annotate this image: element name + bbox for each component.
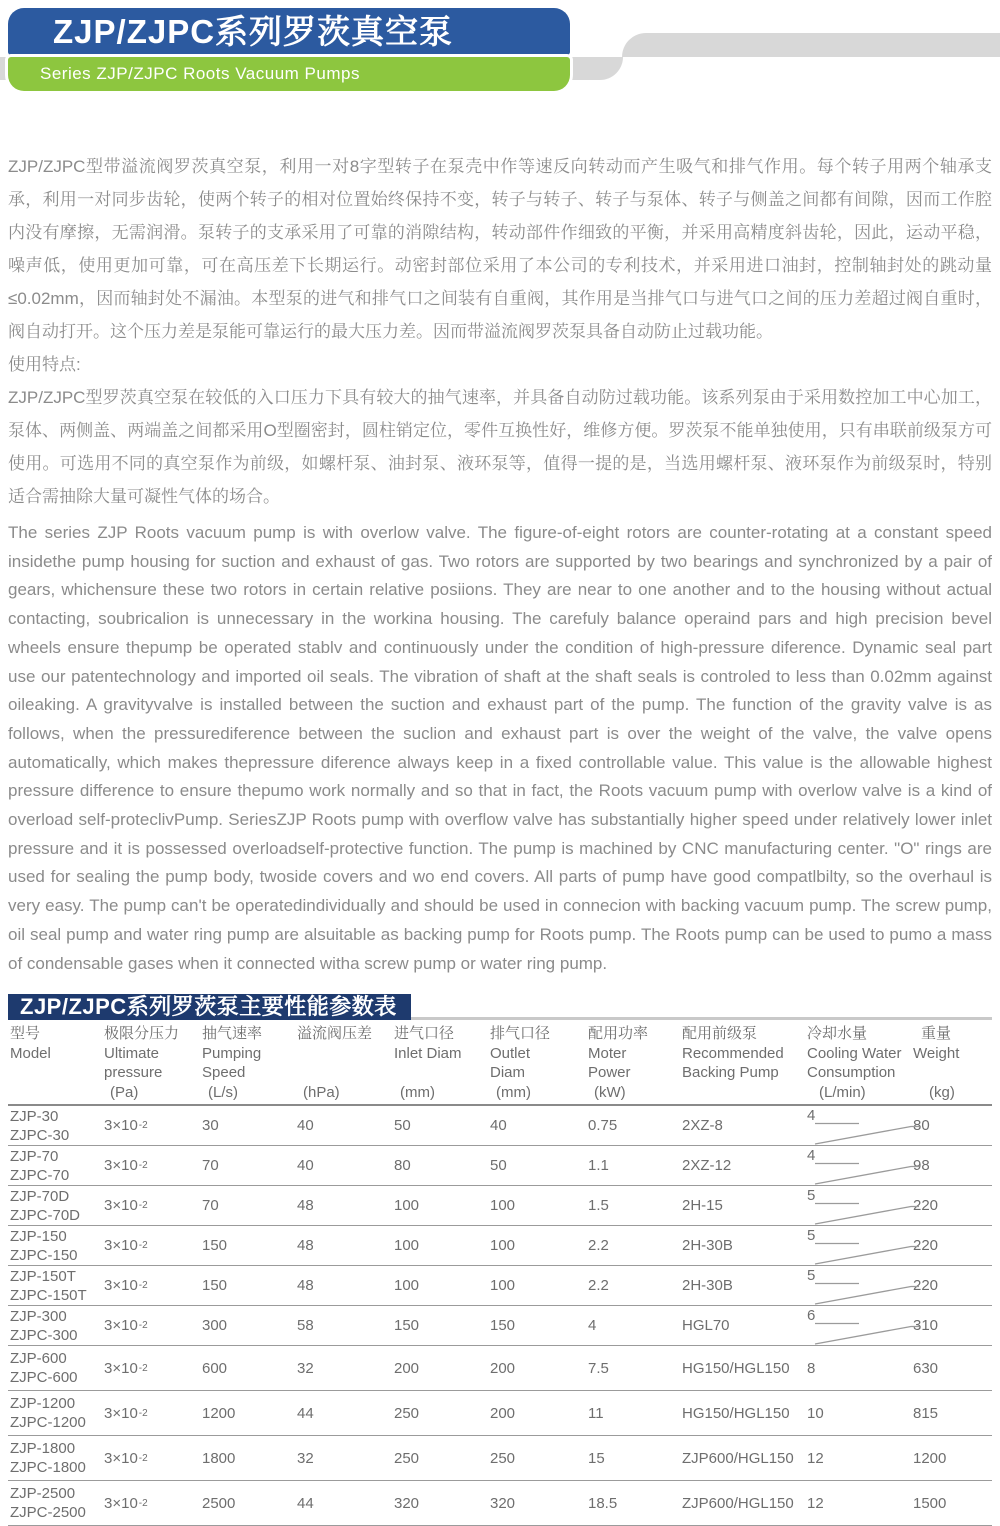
weight-cell <box>913 1106 992 1145</box>
pressure-exponent: -2 <box>138 1452 148 1464</box>
weight-value: 98 <box>913 1157 930 1175</box>
cooling-water-cell <box>807 1436 913 1480</box>
model-cell <box>10 1391 104 1435</box>
content <box>0 150 1000 1526</box>
pressure-value: 3×10 <box>104 1404 138 1422</box>
weight-cell <box>913 1266 992 1305</box>
backing-pump-cell: 2H-30B <box>682 1277 733 1295</box>
column-header-4 <box>297 1024 394 1102</box>
ultimate-pressure-cell <box>104 1481 202 1525</box>
outlet-diam-cell: 320 <box>490 1494 516 1512</box>
pumping-speed-cell: 1200 <box>202 1404 236 1422</box>
model-zjp: ZJP-150 <box>10 1227 67 1245</box>
pressure-exponent: -2 <box>138 1497 148 1509</box>
model-zjpc: ZJPC-150 <box>10 1246 78 1264</box>
column-label-en1: Weight <box>913 1044 960 1062</box>
model-cell <box>10 1186 104 1225</box>
column-label-en2: Consumption <box>807 1064 896 1082</box>
motor-power-cell: 7.5 <box>588 1359 609 1377</box>
weight-value: 1500 <box>913 1494 947 1512</box>
motor-power-cell: 1.1 <box>588 1157 609 1175</box>
outlet-diam-cell: 250 <box>490 1449 516 1467</box>
table-row <box>8 1391 992 1436</box>
pressure-exponent: -2 <box>138 1280 148 1292</box>
table-row <box>8 1106 992 1146</box>
column-unit: (kg) <box>929 1083 955 1101</box>
table-header-row <box>8 1024 992 1106</box>
outlet-diam-cell: 150 <box>490 1317 516 1335</box>
page-subtitle: Series ZJP/ZJPC Roots Vacuum Pumps <box>8 57 570 91</box>
column-header-9 <box>807 1024 913 1102</box>
column-label-cn: 配用前级泵 <box>682 1025 758 1043</box>
ultimate-pressure-cell <box>104 1306 202 1345</box>
column-label-en2 <box>10 1063 104 1083</box>
valve-pressure-diff-cell: 48 <box>297 1277 314 1295</box>
cooling-value: 6 <box>807 1307 816 1325</box>
weight-cell <box>913 1186 992 1225</box>
weight-cell <box>913 1226 992 1265</box>
valve-pressure-diff-cell: 48 <box>297 1237 314 1255</box>
pressure-value: 3×10 <box>104 1359 138 1377</box>
outlet-diam-cell: 100 <box>490 1277 516 1295</box>
model-zjpc: ZJPC-300 <box>10 1326 78 1344</box>
motor-power-cell: 18.5 <box>588 1494 618 1512</box>
cooling-value: 4 <box>807 1147 816 1165</box>
backing-pump-cell: 2H-30B <box>682 1237 733 1255</box>
intro-paragraph-cn: ZJP/ZJPC型带溢流阀罗茨真空泵，利用一对8字型转子在泵壳中作等速反向转动而产生吸气和排气作用。每个转子用两个轴承支承，利用一对同步齿轮，使两个转子的相对位置始终保持不变，转子与转子、转子与泵体、转子与侧盖之间都有间隙，因而工作腔内没有摩擦，无需润滑。泵转子的支承采用了可靠的消隙结构，转动部件作细致的平衡，并采用高精度斜齿轮，因此，运动平稳，噪声低，使用更加可靠，可在高压差下长期运行。动密封部位采用了本公司的专利技术，并采用进口油封，控制轴封处的跳动量≤0.02mm，因而轴封处不漏油。本型泵的进气和排气口之间装有自重阀，其作用是当排气口与进气口之间的压力差超过阀自重时，阀自动打开。这个压力差是泵能可靠运行的最大压力差。因而带溢流阀罗茨泵具备自动防止过载功能。 <box>8 157 992 341</box>
valve-pressure-diff-cell: 40 <box>297 1157 314 1175</box>
column-label-cn: 抽气速率 <box>202 1025 263 1043</box>
features-paragraph-cn: ZJP/ZJPC型罗茨真空泵在较低的入口压力下具有较大的抽气速率，并具备自动防过载功能。该系列泵由于采用数控加工中心加工，泵体、两侧盖、两端盖之间都采用O型圈密封，圆柱销定位，零件互换性好，维修方便。罗茨泵不能单独使用，只有串联前级泵方可使用。可选用不同的真空泵作为前级，如螺杆泵、油封泵、液环泵等，值得一提的是，当选用螺杆泵、液环泵作为前级泵时，特别适合需抽除大量可凝性气体的场合。 <box>8 388 992 506</box>
model-zjpc: ZJPC-30 <box>10 1126 70 1144</box>
column-label-en1: Ultimate <box>104 1044 160 1062</box>
column-label-en2: pressure <box>104 1064 163 1082</box>
backing-pump-cell: HGL70 <box>682 1317 730 1335</box>
valve-pressure-diff-cell: 32 <box>297 1449 314 1467</box>
weight-cell <box>913 1481 992 1525</box>
column-header-2 <box>104 1024 202 1102</box>
column-header-3 <box>202 1024 297 1102</box>
motor-power-cell: 0.75 <box>588 1117 618 1135</box>
inlet-diam-cell: 100 <box>394 1237 420 1255</box>
model-zjp: ZJP-600 <box>10 1350 67 1368</box>
pressure-exponent: -2 <box>138 1362 148 1374</box>
column-label-en1: Moter <box>588 1044 627 1062</box>
column-unit: (Pa) <box>110 1083 139 1101</box>
weight-cell <box>913 1146 992 1185</box>
cooling-water-cell <box>807 1106 913 1145</box>
column-header-5 <box>394 1024 490 1102</box>
column-label-cn: 进气口径 <box>394 1025 455 1043</box>
intro-paragraph-en: The series ZJP Roots vacuum pump is with overlow valve. The figure-of-eight rotors are counter-rotating at a constant speed insidethe pump housing for suction and exhaust of gas. Two rotors are supported by two bearings and synchronized by a pair of gears, whichensure these two rotors in certain relative posiions. They are near to one another and to the housing without actual contacting, soubricalion is unnecessary in the workina housing. The carefuly balance operaind pars and high precision bevel wheels ensure thepump be operated stablv and continuously under the condition of high-pressure diference. Dynamic seal part use our patentechnology and imported oil seals. The vibration of shaft at the shaft seals is controled to less than 0.02mm against oileaking. A gravityvalve is installed between the suction and exhaust part of the pump. The function of the gravity valve is as follows, when the pressurediference between the suclion and exhaust part is over the weight of the valve, the valve opens automatically, which makes thepressure diference always keep in a fixed controllable value. This value is the allowable highest pressure difference to ensure thepumo work normally and so that in fact, the Roots vacuum pump with overlow valve is a kind of overload self-proteclivPump. SeriesZJP Roots pump with overflow valve has substantially higher speed under relatively lower inlet pressure and it is possessed overloadself-protective function. The pump is machined by CNC manufacturing center. "O" rings are used for sealing the pump body, twoside covers and wo end covers. All parts of pump have good compatlbilty, so the overhaul is very easy. The pump can't be operatedindividually and should be used in connecion with backing vacuum pump. The screw pump, oil seal pump and water ring pump are alsuitable as backing pump for Roots pump. The Roots pump can be used to pumo a mass of condensable gases when it connected witha screw pump or water ring pump. <box>8 523 992 973</box>
weight-value: 630 <box>913 1359 939 1377</box>
column-unit: (kW) <box>594 1083 626 1101</box>
page-title: ZJP/ZJPC系列罗茨真空泵 <box>8 8 570 55</box>
column-header-10 <box>913 1024 992 1102</box>
column-label-cn: 型号 <box>10 1025 41 1043</box>
column-label-en1: Pumping <box>202 1044 262 1062</box>
table-title: ZJP/ZJPC系列罗茨泵主要性能参数表 <box>8 994 411 1020</box>
model-zjpc: ZJPC-1200 <box>10 1414 86 1432</box>
backing-pump-cell: 2H-15 <box>682 1197 723 1215</box>
weight-value: 1200 <box>913 1449 947 1467</box>
table-row <box>8 1481 992 1526</box>
table-title-bar <box>8 994 992 1020</box>
ultimate-pressure-cell <box>104 1436 202 1480</box>
inlet-diam-cell: 250 <box>394 1404 420 1422</box>
inlet-diam-cell: 250 <box>394 1449 420 1467</box>
column-label-en1: Inlet Diam <box>394 1044 462 1062</box>
motor-power-cell: 4 <box>588 1317 597 1335</box>
column-unit: (mm) <box>400 1083 435 1101</box>
motor-power-cell: 2.2 <box>588 1237 609 1255</box>
cooling-water-cell <box>807 1146 913 1185</box>
outlet-diam-cell: 40 <box>490 1117 507 1135</box>
backing-pump-cell: HG150/HGL150 <box>682 1404 790 1422</box>
pressure-exponent: -2 <box>138 1407 148 1419</box>
column-label-en2: Speed <box>202 1064 246 1082</box>
valve-pressure-diff-cell: 40 <box>297 1117 314 1135</box>
model-cell <box>10 1436 104 1480</box>
model-zjp: ZJP-300 <box>10 1307 67 1325</box>
table-row <box>8 1226 992 1266</box>
pressure-value: 3×10 <box>104 1317 138 1335</box>
model-cell <box>10 1306 104 1345</box>
model-zjp: ZJP-2500 <box>10 1485 76 1503</box>
weight-cell <box>913 1306 992 1345</box>
cooling-value: 12 <box>807 1449 824 1467</box>
model-zjpc: ZJPC-600 <box>10 1369 78 1387</box>
valve-pressure-diff-cell: 48 <box>297 1197 314 1215</box>
model-cell <box>10 1481 104 1525</box>
column-header-7 <box>588 1024 682 1102</box>
pumping-speed-cell: 1800 <box>202 1449 236 1467</box>
model-zjp: ZJP-70 <box>10 1147 59 1165</box>
pumping-speed-cell: 70 <box>202 1157 219 1175</box>
weight-value: 815 <box>913 1404 939 1422</box>
motor-power-cell: 1.5 <box>588 1197 609 1215</box>
weight-value: 80 <box>913 1117 930 1135</box>
pumping-speed-cell: 2500 <box>202 1494 236 1512</box>
model-cell <box>10 1226 104 1265</box>
cooling-water-cell <box>807 1186 913 1225</box>
weight-cell <box>913 1391 992 1435</box>
header-gray-band-right <box>622 33 1000 57</box>
pumping-speed-cell: 30 <box>202 1117 219 1135</box>
model-zjp: ZJP-150T <box>10 1267 76 1285</box>
pumping-speed-cell: 600 <box>202 1359 228 1377</box>
column-label-cn: 配用功率 <box>588 1025 649 1043</box>
model-cell <box>10 1346 104 1390</box>
table-row <box>8 1146 992 1186</box>
backing-pump-cell: ZJP600/HGL150 <box>682 1449 794 1467</box>
model-cell <box>10 1146 104 1185</box>
table-row <box>8 1186 992 1226</box>
pressure-exponent: -2 <box>138 1200 148 1212</box>
weight-cell <box>913 1346 992 1390</box>
page-header <box>0 0 1000 120</box>
column-label-en2: Diam <box>490 1064 526 1082</box>
features-label: 使用特点: <box>8 355 81 374</box>
column-label-en1: Cooling Water <box>807 1044 902 1062</box>
ultimate-pressure-cell <box>104 1146 202 1185</box>
outlet-diam-cell: 100 <box>490 1237 516 1255</box>
cooling-value: 5 <box>807 1227 816 1245</box>
weight-value: 220 <box>913 1197 939 1215</box>
pumping-speed-cell: 150 <box>202 1237 228 1255</box>
column-header-1 <box>10 1024 104 1102</box>
ultimate-pressure-cell <box>104 1226 202 1265</box>
column-label-cn: 极限分压力 <box>104 1025 180 1043</box>
pressure-exponent: -2 <box>138 1240 148 1252</box>
backing-pump-cell: 2XZ-12 <box>682 1157 732 1175</box>
inlet-diam-cell: 80 <box>394 1157 411 1175</box>
motor-power-cell: 15 <box>588 1449 605 1467</box>
pressure-value: 3×10 <box>104 1449 138 1467</box>
model-zjp: ZJP-70D <box>10 1187 70 1205</box>
column-label-cn: 冷却水量 <box>807 1025 868 1043</box>
cooling-water-cell <box>807 1481 913 1525</box>
column-header-8 <box>682 1024 807 1102</box>
inlet-diam-cell: 50 <box>394 1117 411 1135</box>
weight-value: 220 <box>913 1237 939 1255</box>
backing-pump-cell: ZJP600/HGL150 <box>682 1494 794 1512</box>
model-zjpc: ZJPC-70D <box>10 1206 81 1224</box>
model-cell <box>10 1106 104 1145</box>
cooling-water-cell <box>807 1266 913 1305</box>
pressure-exponent: -2 <box>138 1160 148 1172</box>
cooling-water-cell <box>807 1226 913 1265</box>
column-label-en1: Model <box>10 1044 51 1062</box>
valve-pressure-diff-cell: 32 <box>297 1359 314 1377</box>
outlet-diam-cell: 100 <box>490 1197 516 1215</box>
pressure-exponent: -2 <box>138 1120 148 1132</box>
column-label-en2: Power <box>588 1064 631 1082</box>
motor-power-cell: 11 <box>588 1404 604 1422</box>
ultimate-pressure-cell <box>104 1106 202 1145</box>
ultimate-pressure-cell <box>104 1186 202 1225</box>
model-zjpc: ZJPC-70 <box>10 1166 70 1184</box>
cooling-value: 12 <box>807 1494 824 1512</box>
inlet-diam-cell: 200 <box>394 1359 420 1377</box>
weight-value: 310 <box>913 1317 939 1335</box>
ultimate-pressure-cell <box>104 1346 202 1390</box>
column-label-cn: 溢流阀压差 <box>297 1025 373 1043</box>
column-unit: (L/s) <box>208 1083 238 1101</box>
pressure-value: 3×10 <box>104 1157 138 1175</box>
pressure-exponent: -2 <box>138 1320 148 1332</box>
table-row <box>8 1306 992 1346</box>
outlet-diam-cell: 50 <box>490 1157 507 1175</box>
column-label-en2: Backing Pump <box>682 1064 779 1082</box>
pumping-speed-cell: 70 <box>202 1197 219 1215</box>
motor-power-cell: 2.2 <box>588 1277 609 1295</box>
table-row <box>8 1266 992 1306</box>
pressure-value: 3×10 <box>104 1277 138 1295</box>
column-unit: (mm) <box>496 1083 531 1101</box>
inlet-diam-cell: 100 <box>394 1197 420 1215</box>
model-zjpc: ZJPC-150T <box>10 1286 87 1304</box>
cooling-value: 4 <box>807 1107 816 1125</box>
column-label-en1: Recommended <box>682 1044 784 1062</box>
pumping-speed-cell: 150 <box>202 1277 228 1295</box>
column-unit: (hPa) <box>303 1083 340 1101</box>
weight-value: 220 <box>913 1277 939 1295</box>
cooling-value: 8 <box>807 1359 816 1377</box>
column-unit <box>10 1083 104 1103</box>
table-body <box>8 1106 992 1526</box>
valve-pressure-diff-cell: 58 <box>297 1317 314 1335</box>
column-label-en2 <box>913 1063 992 1083</box>
pumping-speed-cell: 300 <box>202 1317 228 1335</box>
model-zjpc: ZJPC-2500 <box>10 1504 86 1522</box>
model-zjp: ZJP-1200 <box>10 1395 76 1413</box>
inlet-diam-cell: 320 <box>394 1494 420 1512</box>
column-label-en2 <box>297 1063 394 1083</box>
cooling-water-cell <box>807 1346 913 1390</box>
inlet-diam-cell: 100 <box>394 1277 420 1295</box>
backing-pump-cell: HG150/HGL150 <box>682 1359 790 1377</box>
cooling-value: 5 <box>807 1187 816 1205</box>
model-zjp: ZJP-1800 <box>10 1440 76 1458</box>
ultimate-pressure-cell <box>104 1266 202 1305</box>
pressure-value: 3×10 <box>104 1494 138 1512</box>
column-label-en1 <box>297 1044 394 1064</box>
inlet-diam-cell: 150 <box>394 1317 420 1335</box>
column-label-en2 <box>394 1063 490 1083</box>
model-zjpc: ZJPC-1800 <box>10 1459 86 1477</box>
model-cell <box>10 1266 104 1305</box>
column-label-en1: Outlet <box>490 1044 531 1062</box>
column-unit <box>682 1083 807 1103</box>
column-header-6 <box>490 1024 588 1102</box>
column-unit: (L/min) <box>819 1083 866 1101</box>
valve-pressure-diff-cell: 44 <box>297 1404 314 1422</box>
column-label-cn: 重量 <box>921 1025 952 1043</box>
ultimate-pressure-cell <box>104 1391 202 1435</box>
pressure-value: 3×10 <box>104 1117 138 1135</box>
backing-pump-cell: 2XZ-8 <box>682 1117 723 1135</box>
cooling-value: 5 <box>807 1267 816 1285</box>
table-row <box>8 1346 992 1391</box>
column-label-cn: 排气口径 <box>490 1025 551 1043</box>
cooling-value: 10 <box>807 1404 824 1422</box>
outlet-diam-cell: 200 <box>490 1404 516 1422</box>
weight-cell <box>913 1436 992 1480</box>
pressure-value: 3×10 <box>104 1237 138 1255</box>
model-zjp: ZJP-30 <box>10 1107 59 1125</box>
table-row <box>8 1436 992 1481</box>
cooling-water-cell <box>807 1306 913 1345</box>
cooling-water-cell <box>807 1391 913 1435</box>
valve-pressure-diff-cell: 44 <box>297 1494 314 1512</box>
pressure-value: 3×10 <box>104 1197 138 1215</box>
outlet-diam-cell: 200 <box>490 1359 516 1377</box>
